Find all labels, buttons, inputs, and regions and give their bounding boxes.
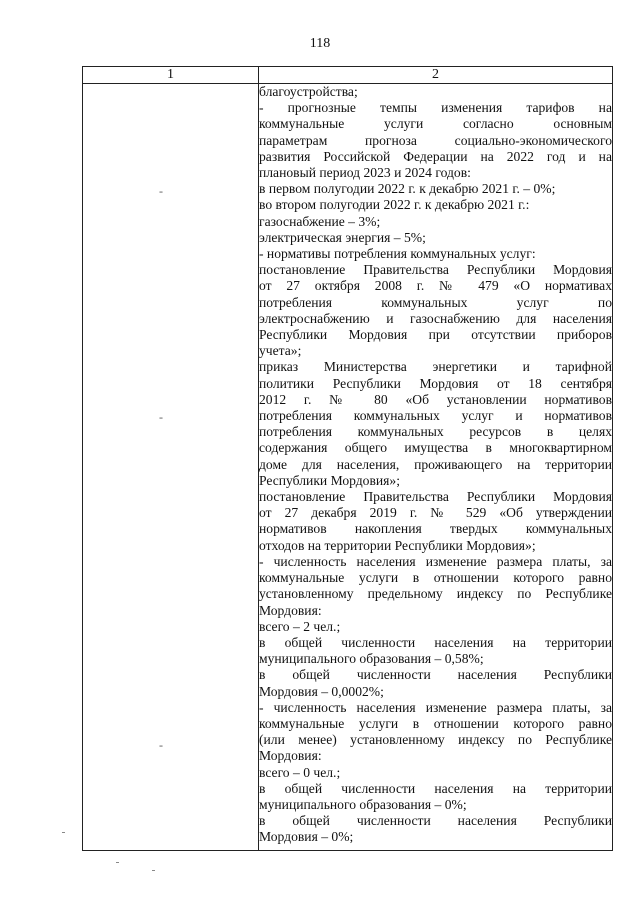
text-line: отходов на территории Республики Мордовия»; (259, 537, 536, 553)
text-line: параметрам прогноза социально-экономического (259, 132, 612, 148)
text-line: муниципального образования – 0%; (259, 796, 467, 812)
text-line: приказ Министерства энергетики и тарифной (259, 359, 612, 375)
text-line: учета»; (259, 343, 302, 359)
text-line: электроснабжению и газоснабжению для населения (259, 310, 612, 326)
column-1-mark: - (159, 184, 163, 198)
text-line: муниципального образования – 0,58%; (259, 651, 484, 667)
text-line: нормативов накопления твердых коммунальных (259, 521, 612, 537)
column-1-header: 1 (83, 67, 259, 84)
column-1-cell (83, 84, 259, 851)
page-number: 118 (309, 36, 331, 51)
table-header-row (83, 67, 613, 84)
text-line: Мордовия – 0%; (259, 829, 354, 845)
scan-speck (62, 832, 65, 833)
text-line: коммунальные услуги в отношении которого равно (259, 570, 612, 586)
text-line: коммунальные услуги в отношении которого равно (259, 715, 612, 731)
text-line: во втором полугодии 2022 г. к декабрю 2021 г.: (259, 197, 530, 213)
scan-speck (152, 870, 155, 871)
text-line: установленному предельному индексу по Республике (259, 586, 612, 602)
text-line: Республики Мордовия при отсутствии приборов (259, 327, 612, 343)
text-line: потребления коммунальных услуг по (259, 294, 612, 310)
text-body (259, 84, 612, 846)
document-table (82, 66, 613, 851)
table-row (83, 84, 613, 851)
text-line: коммунальные услуги согласно основным (259, 116, 612, 132)
column-2-cell (259, 84, 613, 851)
text-line: политики Республики Мордовия от 18 сентября (259, 375, 612, 391)
text-line: в общей численности населения на территории (259, 634, 612, 650)
column-1-mark: - (159, 410, 163, 424)
text-line: постановление Правительства Республики Мордовия (259, 489, 612, 505)
text-line: - прогнозные темпы изменения тарифов на (259, 100, 612, 116)
text-line: 2012 г. № 80 «Об установлении нормативов (259, 391, 612, 407)
text-line: от 27 декабря 2019 г. № 529 «Об утверждении (259, 505, 612, 521)
text-line: Мордовия – 0,0002%; (259, 683, 384, 699)
text-line: электрическая энергия – 5%; (259, 229, 426, 245)
text-line: - численность населения изменение размера платы, за (259, 699, 612, 715)
scan-speck (116, 862, 119, 863)
column-1-mark: - (159, 738, 163, 752)
text-line: от 27 октября 2008 г. № 479 «О нормативах (259, 278, 612, 294)
text-line: Республики Мордовия»; (259, 472, 400, 488)
text-line: в общей численности населения Республики (259, 667, 612, 683)
text-line: в общей численности населения на территории (259, 780, 612, 796)
text-line: - нормативы потребления коммунальных услуг: (259, 246, 536, 262)
text-line: всего – 0 чел.; (259, 764, 341, 780)
text-line: всего – 2 чел.; (259, 618, 341, 634)
text-line: развития Российской Федерации на 2022 год и на (259, 148, 612, 164)
text-line: доме для населения, проживающего на территории (259, 456, 612, 472)
text-line: потребления коммунальных услуг и нормативов (259, 408, 612, 424)
text-line: газоснабжение – 3%; (259, 213, 381, 229)
text-line: потребления коммунальных ресурсов в целях (259, 424, 612, 440)
text-line: благоустройства; (259, 84, 358, 99)
text-line: в первом полугодии 2022 г. к декабрю 2021 г. – 0%; (259, 181, 556, 197)
text-line: в общей численности населения Республики (259, 813, 612, 829)
column-2-header: 2 (259, 67, 613, 84)
text-line: Мордовия: (259, 602, 322, 618)
text-line: - численность населения изменение размера платы, за (259, 553, 612, 569)
text-line: содержания общего имущества в многоквартирном (259, 440, 612, 456)
text-line: (или менее) установленному индексу по Республике (259, 732, 612, 748)
text-line: Мордовия: (259, 748, 322, 764)
text-line: постановление Правительства Республики Мордовия (259, 262, 612, 278)
text-line: плановый период 2023 и 2024 годов: (259, 165, 471, 181)
